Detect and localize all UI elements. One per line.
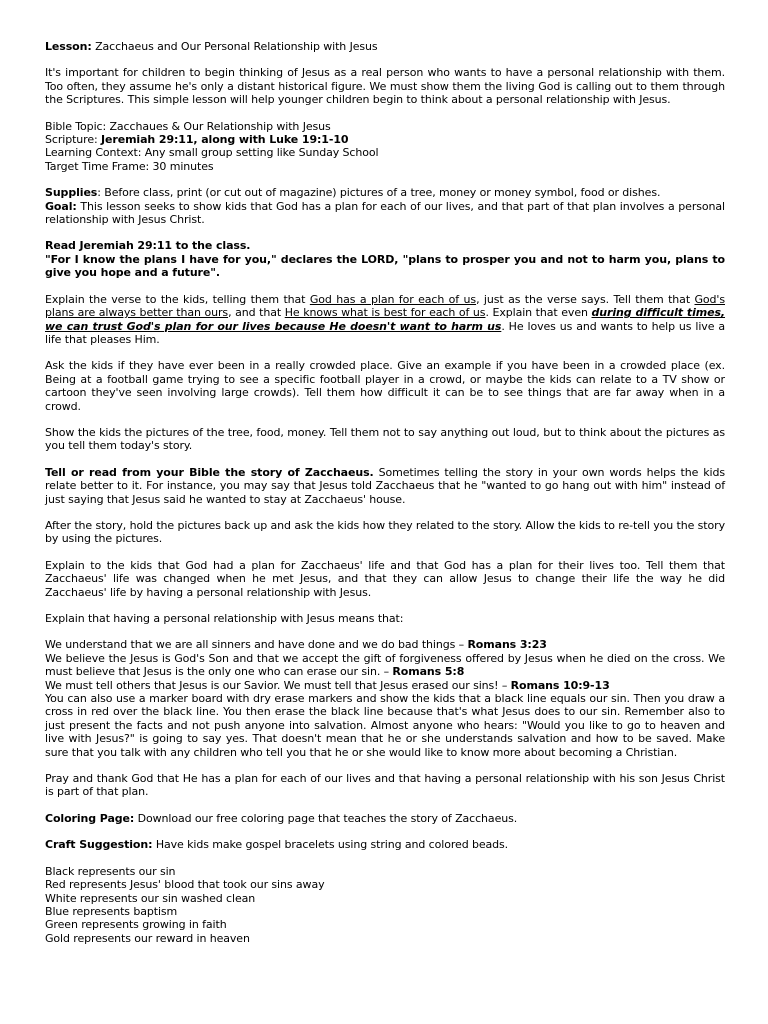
point-3-text: We must tell others that Jesus is our Savior. We must tell that Jesus erased our sins! – (45, 678, 511, 692)
supplies-label: Supplies (45, 186, 98, 200)
coloring-page (45, 812, 725, 825)
goal-label: Goal: (45, 199, 77, 213)
bead-color-item: Black represents our sin (45, 864, 176, 878)
explain-emphasis: during difficult times, we can trust God's plan for our lives because He doesn't want to harm us (45, 306, 726, 333)
bead-colors-list (45, 865, 725, 945)
bead-color-item: Red represents Jesus' blood that took our sins away (45, 878, 325, 892)
supplies (45, 186, 725, 199)
lesson-title-text: Zacchaeus and Our Personal Relationship with Jesus (95, 40, 378, 53)
point-2 (45, 652, 725, 678)
explain-text-1: Explain the verse to the kids, telling them that (45, 292, 310, 306)
bead-color-item: Blue represents baptism (45, 904, 178, 918)
explain-verse-paragraph (45, 293, 725, 347)
lesson-meta (45, 120, 725, 174)
bible-topic: Bible Topic: Zacchaues & Our Relationship with Jesus (45, 119, 331, 133)
scripture-value: Jeremiah 29:11, along with Luke 19:1-10 (101, 133, 349, 147)
explain-underline-1: God has a plan for each of us (309, 292, 477, 306)
crowded-paragraph: Ask the kids if they have ever been in a really crowded place. Give an example if you have been in a crowded place (ex. Being at a football game trying to see a specific football player in a crowd, or maybe the kids can relate to a TV show or cartoon they've seen involving large crowds). Tell them how difficult it can be to see things that are far away when in a crowd. (45, 359, 725, 413)
supplies-goal (45, 186, 725, 226)
tell-label: Tell or read from your Bible the story of Zacchaeus. (45, 465, 374, 479)
explain-text-2: , just as the verse says. Tell them that (476, 292, 695, 306)
bead-color-item: Green represents growing in faith (45, 918, 227, 932)
time-frame: Target Time Frame: 30 minutes (45, 159, 214, 173)
coloring-text: Download our free coloring page that teaches the story of Zacchaeus. (134, 811, 518, 825)
scripture-label: Scripture: (45, 133, 102, 147)
means-paragraph: Explain that having a personal relationship with Jesus means that: (45, 612, 404, 625)
pictures-paragraph: Show the kids the pictures of the tree, food, money. Tell them not to say anything out loud, but to think about the pictures as you tell them today's story. (45, 425, 725, 453)
tell-story-paragraph (45, 466, 725, 506)
lesson-title (45, 40, 725, 53)
point-1 (45, 638, 725, 651)
explain-underline-3: He knows what is best for each of us (284, 306, 486, 320)
lesson-document (45, 40, 725, 945)
point-2-text: We believe the Jesus is God's Son and that we accept the gift of forgiveness offered by Jesus when he died on the cross. We must believe that Jesus is the only one who can erase our sin. – (45, 651, 725, 679)
goal-text: This lesson seeks to show kids that God has a plan for each of our lives, and that part of that plan involves a personal relationship with Jesus Christ. (45, 199, 725, 227)
craft-text: Have kids make gospel bracelets using string and colored beads. (152, 838, 509, 852)
point-3 (45, 679, 725, 692)
learning-context: Learning Context: Any small group setting like Sunday School (45, 146, 379, 160)
read-heading: Read Jeremiah 29:11 to the class. (45, 239, 251, 253)
point-1-text: We understand that we are all sinners and have done and we do bad things – (45, 638, 468, 652)
intro-paragraph: It's important for children to begin thinking of Jesus as a real person who wants to have a personal relationship with them. Too often, they assume he's only a distant historical figure. We must show them the living God is calling out to them through the Scriptures. This simple lesson will help younger children begin to think about a personal relationship with Jesus. (45, 66, 725, 107)
explain-text-3: , and that (228, 306, 285, 320)
goal (45, 200, 725, 226)
relationship-points (45, 638, 725, 759)
bead-color-item: White represents our sin washed clean (45, 891, 256, 905)
craft-suggestion (45, 838, 725, 851)
point-4: You can also use a marker board with dry erase markers and show the kids that a black line equals our sin. Then you draw a cross in red over the black line. You then erase the black line because that's what Jesus does to our sin. Remember also to just present the facts and not push anyone into salvation. Almost anyone who hears: "Would you like to go to heaven and live with Jesus?" is going to say yes. That doesn't mean that he or she understands salvation and how to be saved. Make sure that you talk with any children who tell you that he or she would like to know more about becoming a Christian. (45, 692, 725, 759)
point-1-ref: Romans 3:23 (467, 638, 547, 652)
supplies-text: : Before class, print (or cut out of magazine) pictures of a tree, money or money symbol, food or dishes. (97, 186, 661, 200)
explain-text-5: . He loves us and wants to help us live a life that pleases Him. (45, 319, 725, 346)
after-story-paragraph: After the story, hold the pictures back up and ask the kids how they related to the story. Allow the kids to re-tell you the story by using the pictures. (45, 518, 725, 546)
point-2-ref: Romans 5:8 (392, 665, 465, 679)
pray-paragraph: Pray and thank God that He has a plan for each of our lives and that having a personal relationship with his son Jesus Christ is part of that plan. (45, 772, 725, 799)
bead-color-item: Gold represents our reward in heaven (45, 931, 250, 945)
point-3-ref: Romans 10:9-13 (510, 678, 610, 692)
explain-underline-2: God's plans are always better than ours (45, 292, 725, 320)
craft-label: Craft Suggestion: (45, 838, 153, 852)
scripture (45, 133, 725, 146)
read-verse (45, 239, 725, 279)
tell-text: Sometimes telling the story in your own words helps the kids relate better to it. For instance, you may say that Jesus told Zacchaeus that he "wanted to go hang out with him" instead of just saying that Jesus said he wanted to stay at Zacchaeus' house. (45, 465, 725, 506)
coloring-label: Coloring Page: (45, 811, 135, 825)
verse-quote: "For I know the plans I have for you," declares the LORD, "plans to prosper you and not to harm you, plans to give you hope and a future". (45, 252, 725, 280)
explain-text-4: . Explain that even (485, 306, 592, 320)
plan-paragraph: Explain to the kids that God had a plan for Zacchaeus' life and that God has a plan for their lives too. Tell them that Zacchaeus' life was changed when he met Jesus, and that they can allow Jesus to change their life the way he did Zacchaeus' life by having a personal relationship with Jesus. (45, 558, 725, 599)
lesson-label: Lesson: (45, 40, 92, 53)
